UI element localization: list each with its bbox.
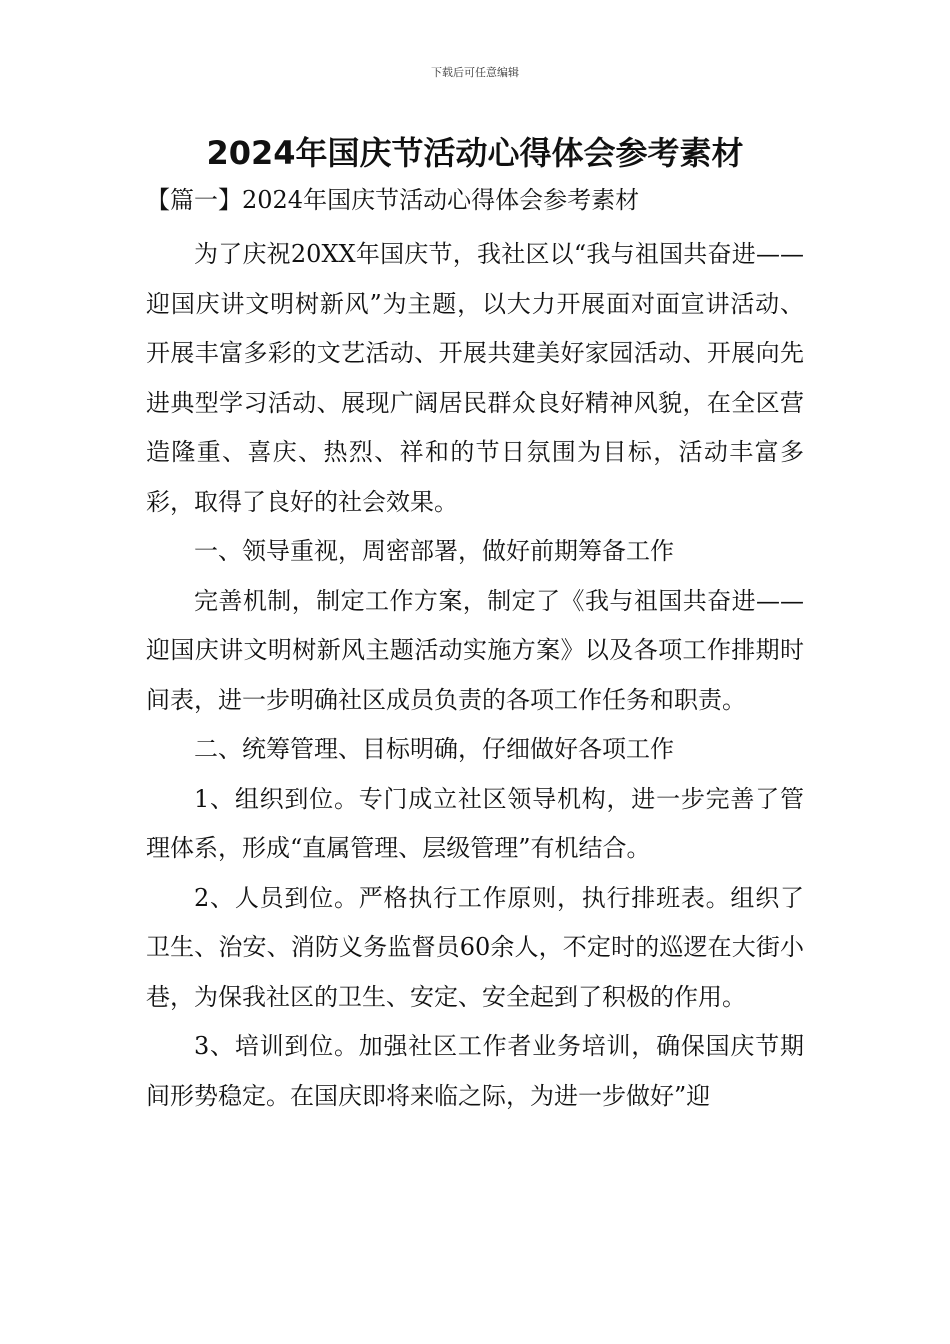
document-body bbox=[146, 230, 804, 1121]
paragraph-mechanism: 完善机制，制定工作方案，制定了《我与祖国共奋进——迎国庆讲文明树新风主题活动实施方案》以及各项工作排期时间表，进一步明确社区成员负责的各项工作任务和职责。 bbox=[146, 586, 804, 714]
paragraph-personnel: 2、人员到位。严格执行工作原则，执行排班表。组织了卫生、治安、消防义务监督员60余人，不定时的巡逻在大街小巷，为保我社区的卫生、安定、安全起到了积极的作用。 bbox=[146, 883, 804, 1011]
paragraph-intro: 为了庆祝20XX年国庆节，我社区以“我与祖国共奋进——迎国庆讲文明树新风”为主题，以大力开展面对面宣讲活动、开展丰富多彩的文艺活动、开展共建美好家园活动、开展向先进典型学习活动、展现广阔居民群众良好精神风貌，在全区营造隆重、喜庆、热烈、祥和的节日氛围为目标，活动丰富多彩，取得了良好的社会效果。 bbox=[146, 240, 804, 516]
paragraph-organization: 1、组织到位。专门成立社区领导机构，进一步完善了管理体系，形成“直属管理、层级管理”有机结合。 bbox=[146, 784, 804, 862]
paragraph-heading-2: 二、统筹管理、目标明确，仔细做好各项工作 bbox=[194, 735, 674, 763]
paragraph-training: 3、培训到位。加强社区工作者业务培训，确保国庆节期间形势稳定。在国庆即将来临之际，为进一步做好”迎 bbox=[146, 1032, 804, 1110]
header-note: 下载后可任意编辑 bbox=[431, 66, 519, 79]
document-title: 2024年国庆节活动心得体会参考素材 bbox=[206, 134, 744, 172]
paragraph-heading-1: 一、领导重视，周密部署，做好前期筹备工作 bbox=[194, 537, 674, 565]
section-heading: 【篇一】2024年国庆节活动心得体会参考素材 bbox=[146, 186, 640, 214]
